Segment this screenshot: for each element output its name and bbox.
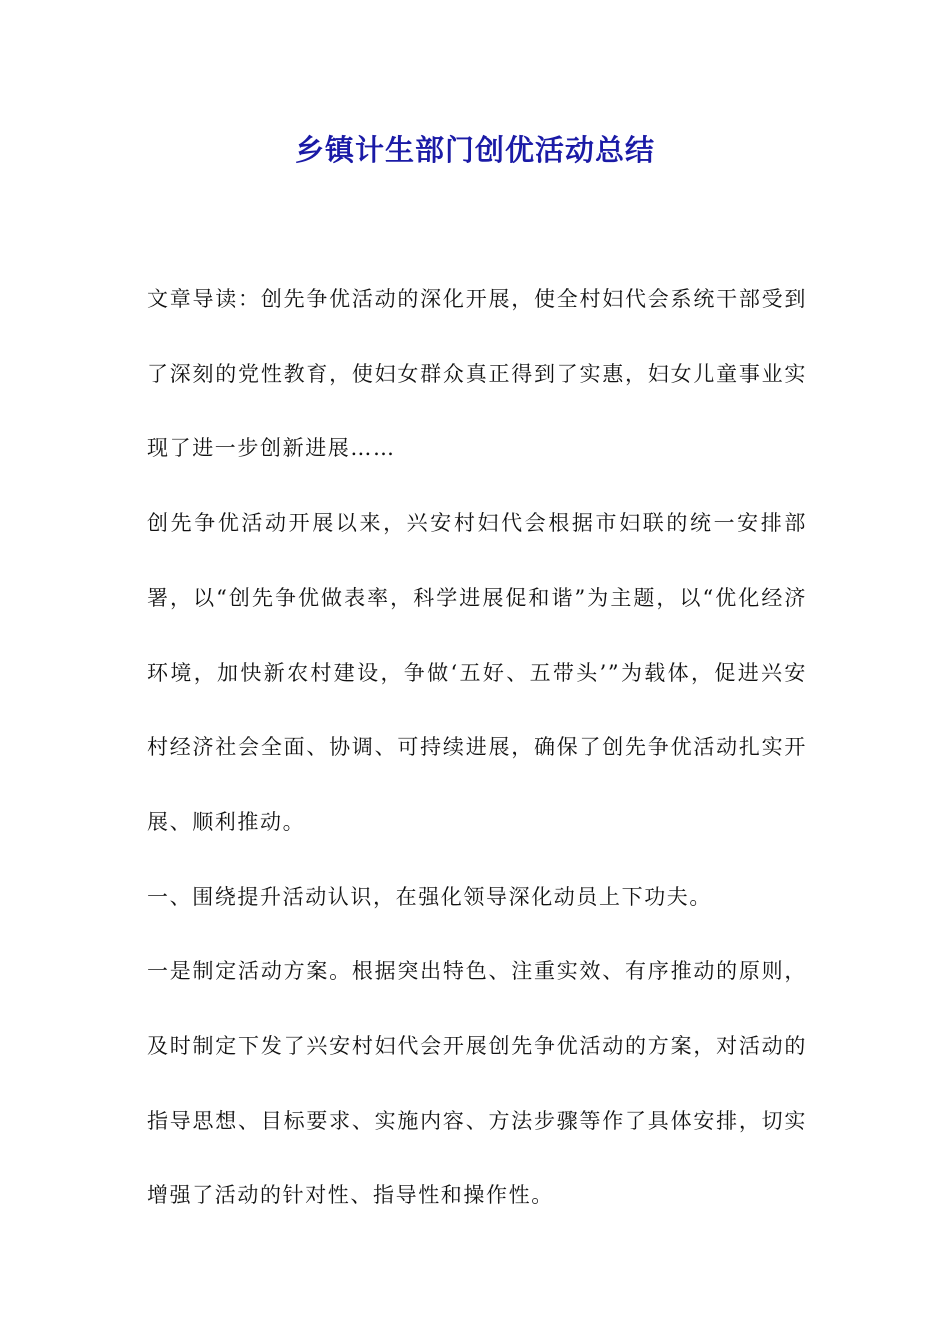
paragraph-overview: 创先争优活动开展以来，兴安村妇代会根据市妇联的统一安排部署，以“创先争优做表率，科学进展促和谐”为主题，以“优化经济环境，加快新农村建设，争做‘五好、五带头’”为载体，促进兴安村经济社会全面、协调、可持续进展，确保了创先争优活动扎实开展、顺利推动。 [147, 511, 807, 834]
document-title: 乡镇计生部门创优活动总结 [294, 133, 655, 167]
paragraph-plan: 一是制定活动方案。根据突出特色、注重实效、有序推动的原则，及时制定下发了兴安村妇代会开展创先争优活动的方案，对活动的指导思想、目标要求、实施内容、方法步骤等作了具体安排，切实增强了活动的针对性、指导性和操作性。 [147, 959, 807, 1208]
paragraph-section-heading: 一、围绕提升活动认识，在强化领导深化动员上下功夫。 [147, 884, 712, 909]
document-body [147, 262, 807, 1233]
paragraph-intro: 文章导读：创先争优活动的深化开展，使全村妇代会系统干部受到了深刻的党性教育，使妇女群众真正得到了实惠，妇女儿童事业实现了进一步创新进展…… [147, 287, 807, 461]
